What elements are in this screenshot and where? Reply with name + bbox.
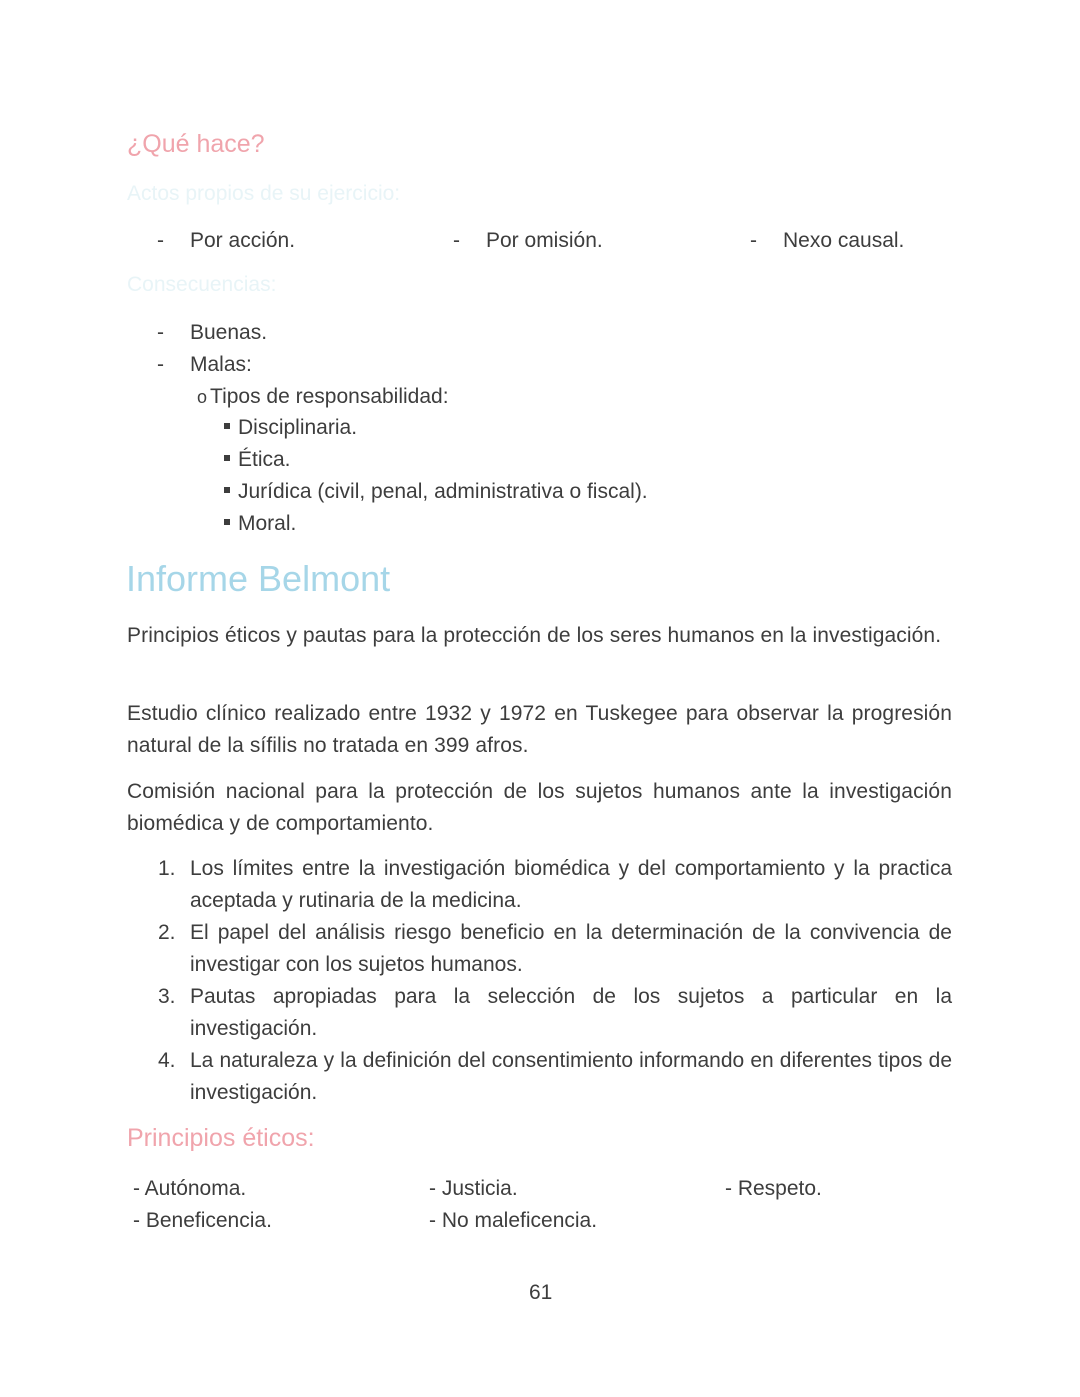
square-bullet-icon bbox=[224, 423, 230, 429]
consecuencias-dash-malas: - bbox=[157, 353, 164, 376]
principios-heading: Principios éticos: bbox=[127, 1124, 315, 1152]
tipos-label: Tipos de responsabilidad: bbox=[210, 385, 449, 408]
tipo-item bbox=[224, 444, 291, 476]
list-number: 2. bbox=[158, 921, 176, 944]
actos-label: Actos propios de su ejercicio: bbox=[127, 182, 401, 205]
list-text: Pautas apropiadas para la selección de los sujetos a particular en la investigación. bbox=[190, 985, 952, 1040]
principio-item: - Autónoma. bbox=[133, 1177, 247, 1200]
square-bullet-icon bbox=[224, 487, 230, 493]
list-item bbox=[127, 853, 952, 917]
principio-item: - Respeto. bbox=[725, 1177, 822, 1200]
belmont-paragraph: Estudio clínico realizado entre 1932 y 1972 en Tuskegee para observar la progresión natural de la sífilis no tratada en 399 afros. bbox=[127, 702, 952, 757]
belmont-paragraph: Comisión nacional para la protección de los sujetos humanos ante la investigación biomédica y de comportamiento. bbox=[127, 780, 952, 835]
actos-item-accion bbox=[157, 225, 164, 257]
circle-bullet-icon: o bbox=[197, 387, 208, 407]
belmont-paragraph: Principios éticos y pautas para la protección de los seres humanos en la investigación. bbox=[127, 624, 942, 647]
tipo-text: Disciplinaria. bbox=[238, 416, 358, 439]
principio-item: - No maleficencia. bbox=[429, 1209, 598, 1232]
list-number: 4. bbox=[158, 1049, 176, 1072]
principio-item: - Justicia. bbox=[429, 1177, 518, 1200]
actos-text-omision: Por omisión. bbox=[486, 229, 603, 252]
tipos-label-row bbox=[197, 381, 449, 413]
dash-marker: - bbox=[750, 229, 757, 252]
consecuencias-buenas: Buenas. bbox=[190, 321, 268, 344]
consecuencias-dash-buenas: - bbox=[157, 321, 164, 344]
dash-marker: - bbox=[453, 229, 460, 252]
tipo-text: Jurídica (civil, penal, administrativa o fiscal). bbox=[238, 480, 648, 503]
list-number: 3. bbox=[158, 985, 176, 1008]
informe-belmont-heading: Informe Belmont bbox=[126, 558, 391, 599]
square-bullet-icon bbox=[224, 455, 230, 461]
consecuencias-malas: Malas: bbox=[190, 353, 252, 376]
consecuencias-label: Consecuencias: bbox=[127, 273, 277, 296]
actos-text-nexo: Nexo causal. bbox=[783, 229, 905, 252]
tipo-item bbox=[224, 412, 357, 444]
dash-marker: - bbox=[157, 229, 164, 252]
tipo-text: Moral. bbox=[238, 512, 297, 535]
belmont-ordered-list bbox=[127, 853, 952, 1109]
square-bullet-icon bbox=[224, 519, 230, 525]
actos-text-accion: Por acción. bbox=[190, 229, 296, 252]
list-item bbox=[127, 981, 952, 1045]
tipo-text: Ética. bbox=[238, 448, 291, 471]
page-number: 61 bbox=[529, 1281, 553, 1304]
list-number: 1. bbox=[158, 857, 176, 880]
tipo-item bbox=[224, 476, 648, 508]
actos-item-omision bbox=[453, 225, 460, 257]
list-text: El papel del análisis riesgo beneficio en la determinación de la convivencia de investigar con los sujetos humanos. bbox=[190, 921, 952, 976]
actos-item-nexo bbox=[750, 225, 757, 257]
que-hace-heading: ¿Qué hace? bbox=[127, 130, 265, 158]
list-text: La naturaleza y la definición del consentimiento informando en diferentes tipos de investigación. bbox=[190, 1049, 952, 1104]
list-item bbox=[127, 917, 952, 981]
list-text: Los límites entre la investigación biomédica y del comportamiento y la practica aceptada y rutinaria de la medicina. bbox=[190, 857, 952, 912]
list-item bbox=[127, 1045, 952, 1109]
principio-item: - Beneficencia. bbox=[133, 1209, 272, 1232]
tipo-item bbox=[224, 508, 296, 540]
